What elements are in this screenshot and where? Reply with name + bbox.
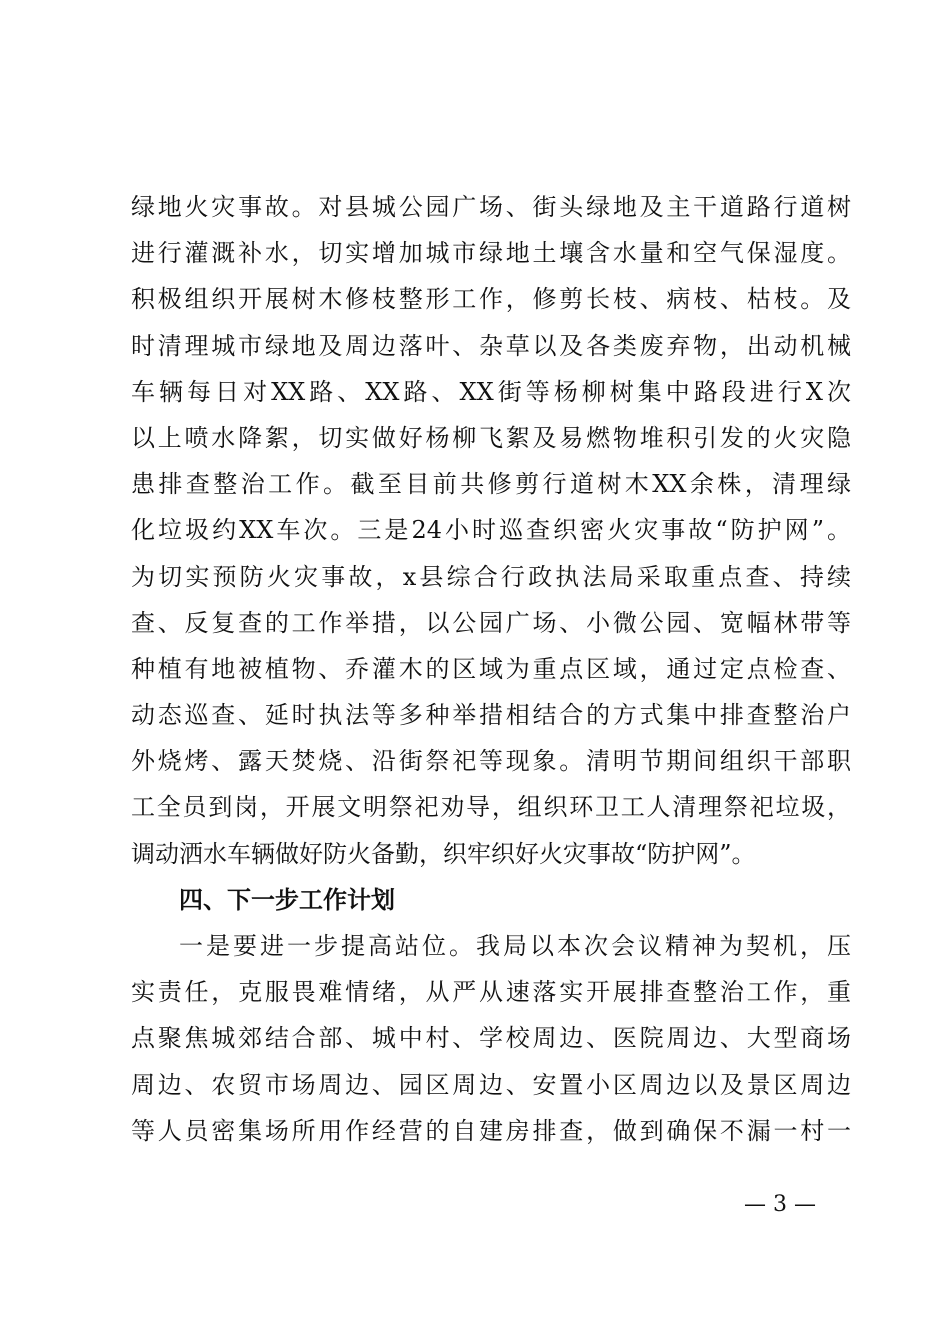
paragraph2-line-1: 一是要进一步提高站位。我局以本次会议精神为契机，压 — [179, 932, 851, 960]
paragraph2-line-2: 实责任，克服畏难情绪，从严从速落实开展排查整治工作，重 — [131, 978, 851, 1007]
section-heading: 四、下一步工作计划 — [179, 885, 395, 914]
body-line-9: 为切实预防火灾事故，x县综合行政执法局采取重点查、持续 — [131, 562, 851, 591]
paragraph2-line-4: 周边、农贸市场周边、园区周边、安置小区周边以及景区周边 — [131, 1070, 851, 1099]
body-line-8: 化垃圾约XX车次。三是24小时巡查织密火灾事故“防护网”。 — [131, 516, 851, 545]
body-line-2: 进行灌溉补水，切实增加城市绿地土壤含水量和空气保湿度。 — [131, 239, 851, 268]
page-number: — 3 — — [744, 1192, 816, 1217]
body-line-10: 查、反复查的工作举措，以公园广场、小微公园、宽幅林带等 — [131, 608, 851, 637]
body-line-1: 绿地火灾事故。对县城公园广场、街头绿地及主干道路行道树 — [131, 193, 851, 221]
body-line-14: 工全员到岗，开展文明祭祀劝导，组织环卫工人清理祭祀垃圾， — [131, 793, 851, 822]
paragraph2-line-3: 点聚焦城郊结合部、城中村、学校周边、医院周边、大型商场 — [131, 1024, 851, 1053]
body-line-5: 车辆每日对XX路、XX路、XX街等杨柳树集中路段进行X次 — [131, 377, 851, 406]
body-line-15: 调动洒水车辆做好防火备勤，织牢织好火灾事故“防护网”。 — [131, 839, 756, 868]
paragraph2-line-5: 等人员密集场所用作经营的自建房排查，做到确保不漏一村一 — [131, 1116, 851, 1145]
body-line-3: 积极组织开展树木修枝整形工作，修剪长枝、病枝、枯枝。及 — [131, 285, 851, 314]
body-line-12: 动态巡查、延时执法等多种举措相结合的方式集中排查整治户 — [131, 701, 851, 730]
body-line-6: 以上喷水降絮，切实做好杨柳飞絮及易燃物堆积引发的火灾隐 — [131, 423, 851, 452]
body-line-13: 外烧烤、露天焚烧、沿街祭祀等现象。清明节期间组织干部职 — [131, 747, 851, 776]
body-line-7: 患排查整治工作。截至目前共修剪行道树木XX余株，清理绿 — [131, 470, 851, 499]
body-line-11: 种植有地被植物、乔灌木的区域为重点区域，通过定点检查、 — [131, 654, 851, 683]
body-text — [131, 184, 851, 1154]
body-line-4: 时清理城市绿地及周边落叶、杂草以及各类废弃物，出动机械 — [131, 331, 851, 360]
